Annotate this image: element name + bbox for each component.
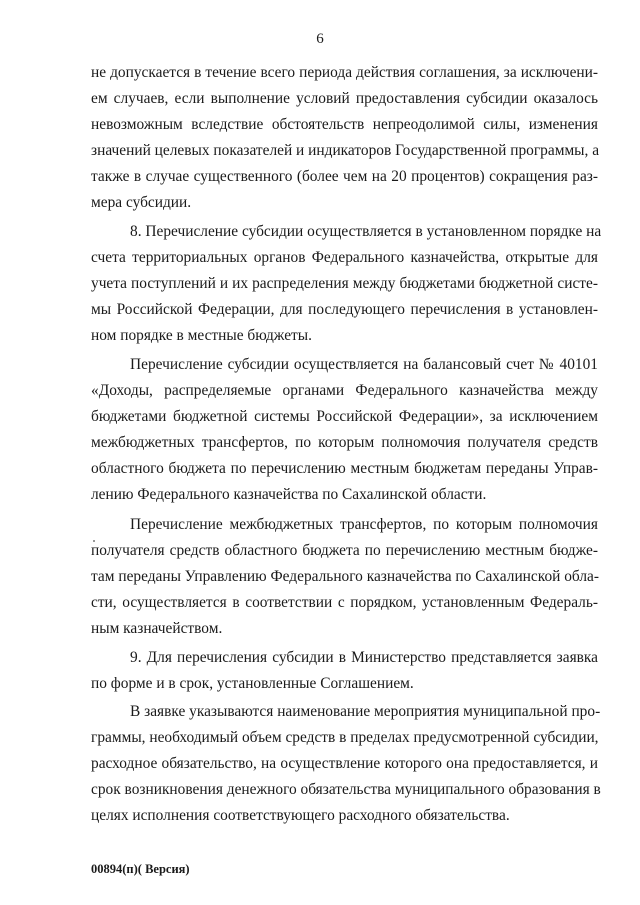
text-line: ном порядке в местные бюджеты. <box>91 327 312 344</box>
scan-speck <box>93 540 95 542</box>
text-line: получателя средств областного бюджета по перечислению местным бюдже- <box>91 542 598 559</box>
text-line: значений целевых показателей и индикаторов Государственной программы, а <box>91 142 600 159</box>
text-line: счета территориальных органов Федерального казначейства, открытые для <box>91 249 598 266</box>
text-line: там переданы Управлению Федерального казначейства по Сахалинской обла- <box>91 568 600 585</box>
text-line: мы Российской Федерации, для последующего перечисления в установлен- <box>91 301 598 318</box>
text-line: областного бюджета по перечислению местным бюджетам переданы Управ- <box>91 460 598 477</box>
document-footer-code: 00894(п)( Версия) <box>91 862 190 876</box>
text-line: Перечисление субсидии осуществляется на балансовый счет № 40101 <box>130 356 598 373</box>
text-line: ным казначейством. <box>91 620 223 637</box>
text-line: межбюджетных трансфертов, по которым полномочия получателя средств <box>91 434 598 451</box>
text-line: целях исполнения соответствующего расходного обязательства. <box>91 807 510 824</box>
text-line: сти, осуществляется в соответствии с порядком, установленным Федераль- <box>91 594 598 611</box>
text-line: граммы, необходимый объем средств в пределах предусмотренной субсидии, <box>91 729 599 746</box>
text-line: бюджетами бюджетной системы Российской Федерации», за исключением <box>91 408 598 425</box>
text-line: «Доходы, распределяемые органами Федерального казначейства между <box>91 382 598 399</box>
text-line: расходное обязательство, на осуществление которого она предоставляется, и <box>91 755 598 772</box>
text-line: В заявке указываются наименование мероприятия муниципальной про- <box>130 703 601 720</box>
text-line: по форме и в срок, установленные Соглашением. <box>91 675 414 692</box>
text-line: учета поступлений и их распределения между бюджетами бюджетной систе- <box>91 275 598 292</box>
text-line: не допускается в течение всего периода действия соглашения, за исключени- <box>91 64 598 81</box>
text-line: срок возникновения денежного обязательства муниципального образования в <box>91 781 601 798</box>
text-line: невозможным вследствие обстоятельств непреодолимой силы, изменения <box>91 116 598 133</box>
text-line: мера субсидии. <box>91 194 192 211</box>
text-line: 9. Для перечисления субсидии в Министерство представляется заявка <box>130 649 598 666</box>
text-line: 8. Перечисление субсидии осуществляется в установленном порядке на <box>130 223 602 240</box>
text-line: лению Федерального казначейства по Сахалинской области. <box>91 486 487 503</box>
text-line: ем случаев, если выполнение условий предоставления субсидии оказалось <box>91 90 598 107</box>
page-number: 6 <box>316 31 324 47</box>
text-line: Перечисление межбюджетных трансфертов, по которым полномочия <box>130 516 598 533</box>
text-line: также в случае существенного (более чем на 20 процентов) сокращения раз- <box>91 168 598 185</box>
